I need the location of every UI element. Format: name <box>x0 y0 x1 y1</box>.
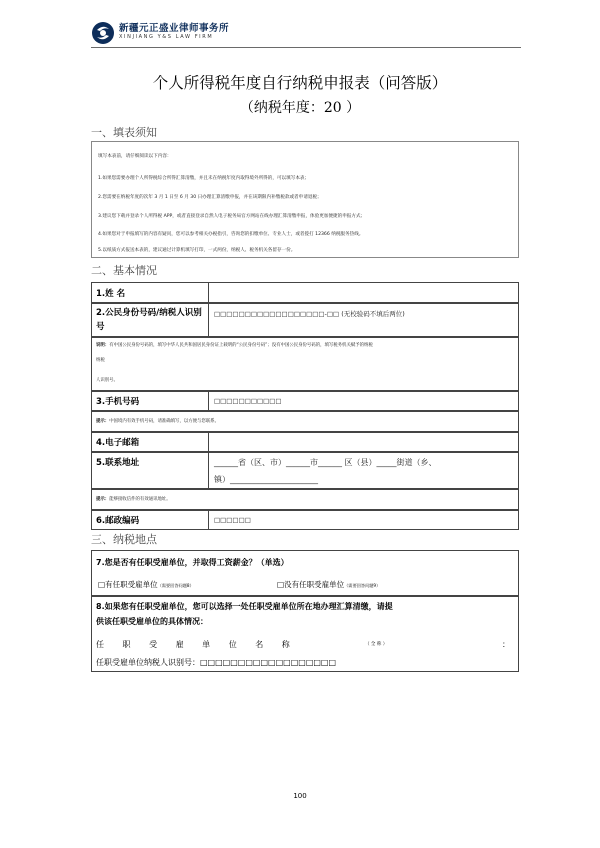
instruction-item: 3.建议您下载并登录个人所得税 APP，或者直接登录自然人电子税务局官方网站在线办理汇算清缴申报，体验更加便捷的申报方式； <box>98 214 366 219</box>
employer-name-colon: ： <box>502 640 510 649</box>
address-row <box>91 452 519 489</box>
id-note-text: 有中国公民身份号码的，填写中华人民共和国居民身份证上载明的“公民身份号码”；没有中国公民身份号码的，填写税务机关赋予的纳税 <box>109 343 373 348</box>
email-label: 4.电子邮箱 <box>92 433 209 451</box>
instruction-item: 1.如果您需要办理个人所得税综合所得汇算清缴，并且未在纳税年度内取得境外所得的，可以填写本表； <box>98 176 310 181</box>
address-note-text: 能够接收信件的有效通讯地址。 <box>109 497 171 502</box>
phone-note <box>96 418 219 424</box>
id-note-line3: 人识别号。 <box>96 378 118 383</box>
instruction-item: 2.您需要在纳税年度的次年 3 月 1 日至 6 月 30 日办理汇算清缴申报，并在该期限内补缴税款或者申请退税； <box>98 195 322 200</box>
phone-row <box>91 391 519 411</box>
instruction-item: 4.如果您对于申报填写的内容有疑问，您可以参考相关办税指引，咨询您的扣缴单位、专业人士，或者拨打 12366 纳税服务热线。 <box>98 232 364 237</box>
address-note <box>96 496 171 502</box>
address-label: 5.联系地址 <box>92 453 209 488</box>
instructions-box <box>91 141 519 258</box>
option-no-employer-hint: （需要回答问题9） <box>344 583 381 588</box>
firm-name-cn: 新疆元正盛业律师事务所 <box>119 23 230 34</box>
id-value[interactable]: □□□□□□□□□□□□□□□□□□-□□ (无校验码不填后两位) <box>214 310 405 318</box>
id-note <box>96 342 373 348</box>
option-has-employer-label: □有任职受雇单位 <box>98 580 158 589</box>
instruction-item: 5.以纸质方式报送本表的，建议通过计算机填写打印，一式两份，纳税人、税务机关各留存一份。 <box>98 248 296 253</box>
postal-row <box>91 510 519 530</box>
employer-name-hint: （ 全 称 ） <box>365 642 388 647</box>
address-note-row <box>91 489 519 510</box>
header-divider <box>91 47 521 48</box>
q8-text-line-1: 8.如果您有任职受雇单位，您可以选择一处任职受雇单位所在地办理汇算清缴，请提 <box>96 602 393 611</box>
postal-label: 6.邮政编码 <box>92 511 209 529</box>
firm-name-en: XINJIANG Y&S LAW FIRM <box>119 34 214 40</box>
form-title: 个人所得税年度自行纳税申报表（问答版） <box>152 74 448 92</box>
id-note-row <box>91 337 519 391</box>
section-heading-tax-location: 三、纳税地点 <box>91 533 157 546</box>
option-has-employer[interactable] <box>98 579 194 590</box>
option-no-employer[interactable] <box>277 579 380 590</box>
address-line-2[interactable]: 镇）______________________ <box>214 475 318 484</box>
employer-name-label: 任 职 受 雇 单 位 名 称 <box>96 640 298 649</box>
form-subtitle: （纳税年度：20 ） <box>239 100 361 116</box>
option-has-employer-hint: （需要回答问题8） <box>157 583 194 588</box>
phone-note-row <box>91 411 519 432</box>
address-line-1[interactable]: ______省（区、市）______市______ 区（县）_____街道（乡、 <box>214 458 437 467</box>
phone-value[interactable]: □□□□□□□□□□□ <box>214 397 282 405</box>
id-label: 2.公民身份号码/纳税人识别号 <box>92 304 209 336</box>
address-note-bold: 提示： <box>96 497 110 502</box>
section-heading-instructions: 一、填表须知 <box>91 126 157 139</box>
id-note-bold: 说明： <box>96 343 110 348</box>
phone-note-bold: 提示： <box>96 419 110 424</box>
q8-box <box>91 596 519 672</box>
firm-logo <box>91 21 115 45</box>
employer-taxpayer-id[interactable]: 任职受雇单位纳税人识别号：□□□□□□□□□□□□□□□□□□ <box>96 658 337 667</box>
email-row <box>91 432 519 452</box>
q8-text-line-2: 供该任职受雇单位的具体情况： <box>96 617 208 626</box>
name-label: 1.姓 名 <box>92 283 209 302</box>
instructions-intro: 填写本表前，请仔细阅读以下内容： <box>98 154 172 159</box>
q7-text: 7.您是否有任职受雇单位，并取得工资薪金？（单选） <box>96 558 289 567</box>
q7-box <box>91 550 519 596</box>
id-note-line2-prefix: 纳税 <box>96 358 105 363</box>
phone-note-text: 中国境内有效手机号码，请准确填写，以方便与您联系。 <box>109 419 219 424</box>
phone-label: 3.手机号码 <box>92 392 209 410</box>
postal-value[interactable]: □□□□□□ <box>214 516 251 524</box>
section-heading-basic-info: 二、基本情况 <box>91 264 157 277</box>
page-number: 100 <box>293 792 307 800</box>
option-no-employer-label: □没有任职受雇单位 <box>277 580 345 589</box>
name-row <box>91 282 519 303</box>
id-row <box>91 303 519 337</box>
